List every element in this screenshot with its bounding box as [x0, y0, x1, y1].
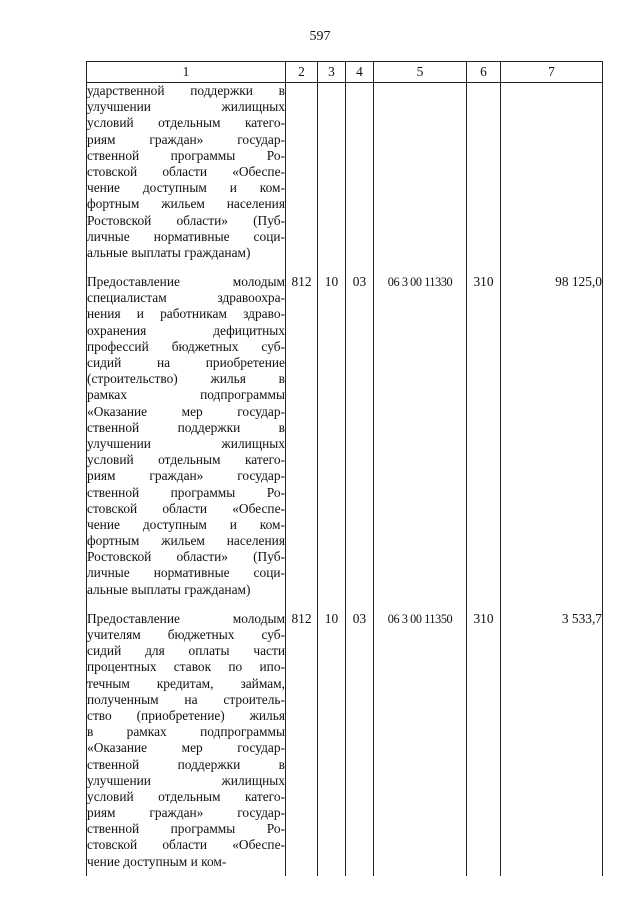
table-row	[87, 274, 603, 598]
description-line: фортным жильем населения	[87, 533, 285, 549]
description-line: учителям бюджетных суб-	[87, 627, 285, 642]
description-line: (строительство) жилья в	[87, 371, 285, 387]
row-spacer	[87, 261, 603, 274]
description-line: условий отдельным катего-	[87, 115, 285, 131]
amount-cell: 98 125,0	[501, 274, 603, 598]
description-line: улучшении жилищных	[87, 99, 285, 115]
column-header: 2	[286, 62, 318, 83]
spacer-cell	[374, 261, 467, 274]
page-number: 597	[309, 29, 331, 44]
column-header: 3	[318, 62, 346, 83]
spacer-cell	[467, 870, 501, 876]
amount-cell: 3 533,7	[501, 611, 603, 870]
target-article-cell	[374, 83, 467, 262]
spacer-cell	[374, 870, 467, 876]
spacer-cell	[286, 598, 318, 611]
target-article-cell: 06 3 00 11330	[374, 274, 467, 598]
spacer-cell	[467, 261, 501, 274]
table-body	[87, 83, 603, 876]
grbs-code-cell: 812	[286, 274, 318, 598]
row-spacer	[87, 870, 603, 876]
description-line: в рамках подпрограммы	[87, 724, 285, 740]
column-header: 7	[501, 62, 603, 83]
spacer-cell	[286, 261, 318, 274]
description-line: условий отдельным катего-	[87, 452, 285, 468]
spacer-cell	[318, 261, 346, 274]
grbs-code-cell: 812	[286, 611, 318, 870]
description-line: ственной программы Ро-	[87, 821, 285, 837]
target-article-cell: 06 3 00 11350	[374, 611, 467, 870]
spacer-cell	[286, 870, 318, 876]
spacer-cell	[87, 598, 286, 611]
description-line: риям граждан» государ-	[87, 805, 285, 821]
description-line: личные нормативные соци-	[87, 565, 285, 581]
description-line: «Оказание мер государ-	[87, 403, 285, 419]
section-code-cell: 10	[318, 611, 346, 870]
spacer-cell	[318, 870, 346, 876]
table-row	[87, 83, 603, 262]
spacer-cell	[501, 870, 603, 876]
table-header-row	[87, 62, 603, 83]
table-row	[87, 611, 603, 870]
description-cell	[87, 611, 286, 870]
grbs-code-cell	[286, 83, 318, 262]
description-line: сидий для оплаты части	[87, 643, 285, 659]
description-cell	[87, 83, 286, 262]
description-line: чение доступным и ком-	[87, 853, 227, 869]
description-line: Предоставление молодым	[87, 274, 285, 290]
spacer-cell	[87, 261, 286, 274]
description-line: нения и работникам здраво-	[87, 306, 285, 322]
description-line: улучшении жилищных	[87, 435, 285, 451]
description-line: ственной программы Ро-	[87, 484, 285, 500]
description-line: ство (приобретение) жилья	[87, 707, 285, 723]
description-line: сидий на приобретение	[87, 355, 285, 370]
subsection-code-cell	[346, 83, 374, 262]
description-line: риям граждан» государ-	[87, 468, 285, 484]
spacer-cell	[501, 598, 603, 611]
spacer-cell	[318, 598, 346, 611]
description-line: условий отдельным катего-	[87, 788, 285, 804]
description-line: Предоставление молодым	[87, 610, 285, 626]
description-line: улучшении жилищных	[87, 772, 285, 788]
spacer-cell	[501, 261, 603, 274]
description-line: стовской области «Обеспе-	[87, 837, 285, 853]
subsection-code-cell: 03	[346, 274, 374, 598]
subsection-code-cell: 03	[346, 611, 374, 870]
description-line: процентных ставок по ипо-	[87, 659, 285, 675]
budget-table	[86, 61, 603, 876]
description-line: альные выплаты гражданам)	[87, 244, 251, 260]
description-line: «Оказание мер государ-	[87, 740, 285, 756]
description-line: чение доступным и ком-	[87, 516, 285, 532]
expense-type-cell	[467, 83, 501, 262]
description-line: личные нормативные соци-	[87, 228, 285, 244]
column-header: 1	[87, 62, 286, 83]
spacer-cell	[467, 598, 501, 611]
description-line: ственной поддержки в	[87, 419, 285, 435]
description-line: рамках подпрограммы	[87, 387, 285, 403]
description-cell	[87, 274, 286, 598]
description-line: стовской области «Обеспе-	[87, 500, 285, 516]
spacer-cell	[346, 870, 374, 876]
section-code-cell	[318, 83, 346, 262]
amount-cell	[501, 83, 603, 262]
description-line: профессий бюджетных суб-	[87, 338, 285, 354]
description-line: чение доступным и ком-	[87, 180, 285, 196]
description-line: альные выплаты гражданам)	[87, 581, 251, 597]
description-line: Ростовской области» (Пуб-	[87, 212, 285, 228]
spacer-cell	[374, 598, 467, 611]
description-line: стовской области «Обеспе-	[87, 163, 285, 179]
column-header: 5	[374, 62, 467, 83]
expense-type-cell: 310	[467, 274, 501, 598]
description-line: течным кредитам, займам,	[87, 675, 285, 691]
description-line: ударственной поддержки в	[87, 83, 285, 98]
column-header: 4	[346, 62, 374, 83]
description-line: охранения дефицитных	[87, 322, 285, 338]
spacer-cell	[87, 870, 286, 876]
description-line: специалистам здравоохра-	[87, 290, 285, 306]
expense-type-cell: 310	[467, 611, 501, 870]
description-line: ственной поддержки в	[87, 756, 285, 772]
section-code-cell: 10	[318, 274, 346, 598]
row-spacer	[87, 598, 603, 611]
spacer-cell	[346, 261, 374, 274]
description-line: фортным жильем населения	[87, 196, 285, 212]
column-header: 6	[467, 62, 501, 83]
description-line: полученным на строитель-	[87, 691, 285, 707]
spacer-cell	[346, 598, 374, 611]
description-line: ственной программы Ро-	[87, 147, 285, 163]
description-line: риям граждан» государ-	[87, 131, 285, 147]
description-line: Ростовской области» (Пуб-	[87, 549, 285, 565]
